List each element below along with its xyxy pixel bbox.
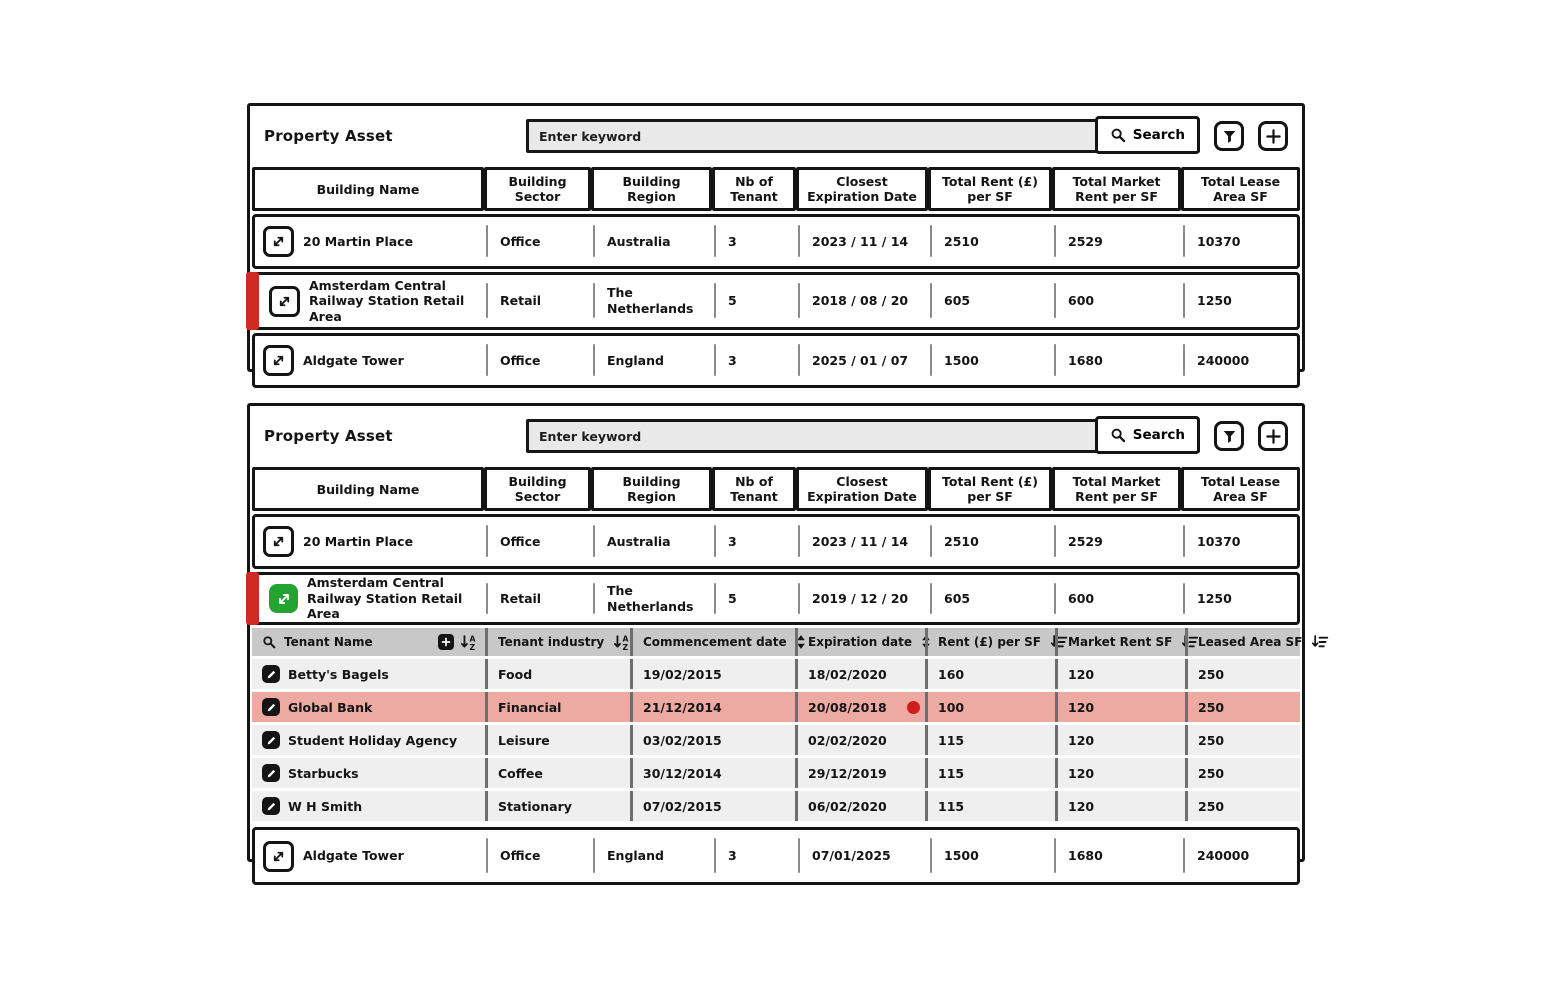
search-icon bbox=[262, 635, 276, 649]
total-lease-area-sf: 240000 bbox=[1184, 336, 1297, 385]
tenant-industry: Financial bbox=[485, 692, 630, 722]
column-header-tenant-name[interactable] bbox=[252, 628, 485, 656]
search-button-label: Search bbox=[1132, 427, 1185, 443]
search-button-label: Search bbox=[1132, 127, 1185, 143]
expiration-date: 02/02/2020 bbox=[795, 725, 925, 755]
tenant-name: Starbucks bbox=[288, 765, 359, 781]
svg-text:Z: Z bbox=[622, 642, 629, 651]
commencement-date: 21/12/2014 bbox=[630, 692, 795, 722]
total-rent-per-sf: 2510 bbox=[931, 217, 1055, 266]
total-market-rent-per-sf: 2529 bbox=[1055, 517, 1184, 566]
building-row-amsterdam[interactable] bbox=[252, 272, 1300, 330]
total-market-rent-per-sf: 1680 bbox=[1055, 830, 1184, 882]
tenant-table-header bbox=[252, 628, 1303, 656]
closest-expiration-date: 2019 / 12 / 20 bbox=[799, 575, 931, 622]
search-button[interactable] bbox=[1095, 116, 1200, 154]
total-lease-area-sf: 240000 bbox=[1184, 830, 1297, 882]
nb-of-tenant: 3 bbox=[715, 336, 799, 385]
total-lease-area-sf: 10370 bbox=[1184, 217, 1297, 266]
expiration-date: 06/02/2020 bbox=[795, 791, 925, 821]
market-rent-sf-label: Market Rent SF bbox=[1068, 635, 1173, 649]
tenant-industry-label: Tenant industry bbox=[498, 635, 605, 649]
nb-of-tenant: 3 bbox=[715, 517, 799, 566]
column-header-building-region: Building Region bbox=[591, 467, 712, 511]
search-box bbox=[526, 119, 1200, 153]
column-header-building-region: Building Region bbox=[591, 167, 712, 211]
column-header-total-lease-area: Total Lease Area SF bbox=[1181, 167, 1300, 211]
tenant-name: Global Bank bbox=[288, 699, 373, 715]
total-market-rent-per-sf: 600 bbox=[1055, 275, 1184, 327]
property-asset-panel-expanded bbox=[247, 403, 1305, 862]
rent-per-sf: 160 bbox=[925, 659, 1055, 689]
leased-area-sf: 250 bbox=[1185, 758, 1300, 788]
expiration-date bbox=[795, 692, 925, 722]
building-table-header bbox=[252, 167, 1300, 211]
expiration-date-value: 20/08/2018 bbox=[808, 699, 887, 715]
total-market-rent-per-sf: 1680 bbox=[1055, 336, 1184, 385]
tenant-industry: Food bbox=[485, 659, 630, 689]
column-header-closest-expiration: Closest Expiration Date bbox=[796, 467, 928, 511]
leased-area-sf: 250 bbox=[1185, 692, 1300, 722]
market-rent-sf: 120 bbox=[1055, 659, 1185, 689]
building-region: Australia bbox=[594, 517, 715, 566]
building-name: 20 Martin Place bbox=[303, 533, 414, 549]
tenant-table bbox=[252, 628, 1303, 821]
building-name: Aldgate Tower bbox=[303, 848, 404, 864]
alert-bar bbox=[246, 272, 259, 330]
alert-bar bbox=[246, 572, 259, 625]
total-rent-per-sf: 605 bbox=[931, 575, 1055, 622]
market-rent-sf: 120 bbox=[1055, 758, 1185, 788]
tenant-name: Student Holiday Agency bbox=[288, 732, 458, 748]
column-header-expiration-date[interactable] bbox=[795, 628, 925, 656]
tenant-row-wh-smith[interactable] bbox=[252, 791, 1300, 821]
building-row-aldgate-tower[interactable] bbox=[252, 333, 1300, 388]
building-name: Aldgate Tower bbox=[303, 352, 404, 368]
column-header-leased-area-sf[interactable] bbox=[1185, 628, 1335, 656]
nb-of-tenant: 5 bbox=[715, 575, 799, 622]
column-header-total-lease-area: Total Lease Area SF bbox=[1181, 467, 1300, 511]
building-sector: Office bbox=[487, 336, 594, 385]
column-header-rent-per-sf[interactable] bbox=[925, 628, 1055, 656]
property-asset-panel-collapsed bbox=[247, 103, 1305, 372]
edit-icon[interactable] bbox=[262, 698, 280, 716]
leased-area-sf: 250 bbox=[1185, 791, 1300, 821]
edit-icon[interactable] bbox=[262, 665, 280, 683]
add-button[interactable] bbox=[1258, 421, 1288, 451]
svg-text:A: A bbox=[622, 634, 629, 644]
search-box bbox=[526, 419, 1200, 453]
sort-amount-icon[interactable] bbox=[1310, 634, 1329, 650]
column-header-closest-expiration: Closest Expiration Date bbox=[796, 167, 928, 211]
commencement-date-label: Commencement date bbox=[643, 635, 787, 649]
tenant-row-bettys-bagels[interactable] bbox=[252, 659, 1300, 689]
building-sector: Office bbox=[487, 830, 594, 882]
filter-icon bbox=[1221, 428, 1238, 445]
closest-expiration-date: 2023 / 11 / 14 bbox=[799, 217, 931, 266]
market-rent-sf: 120 bbox=[1055, 692, 1185, 722]
add-tenant-icon[interactable] bbox=[438, 634, 454, 650]
building-region: Australia bbox=[594, 217, 715, 266]
tenant-name: W H Smith bbox=[288, 798, 363, 814]
column-header-building-sector: Building Sector bbox=[484, 467, 591, 511]
expired-alert-dot bbox=[907, 701, 920, 714]
total-lease-area-sf: 10370 bbox=[1184, 517, 1297, 566]
column-header-total-rent: Total Rent (£) per SF bbox=[928, 167, 1052, 211]
expiration-date: 29/12/2019 bbox=[795, 758, 925, 788]
building-sector: Retail bbox=[487, 575, 594, 622]
page-title: Property Asset bbox=[264, 427, 393, 445]
svg-text:A: A bbox=[469, 634, 476, 644]
total-market-rent-per-sf: 2529 bbox=[1055, 217, 1184, 266]
edit-icon[interactable] bbox=[262, 797, 280, 815]
market-rent-sf: 120 bbox=[1055, 791, 1185, 821]
filter-button[interactable] bbox=[1214, 421, 1244, 451]
search-button[interactable] bbox=[1095, 416, 1200, 454]
tenant-industry: Leisure bbox=[485, 725, 630, 755]
collapse-icon[interactable] bbox=[269, 584, 298, 613]
filter-icon bbox=[1221, 128, 1238, 145]
column-header-building-sector: Building Sector bbox=[484, 167, 591, 211]
building-sector: Office bbox=[487, 517, 594, 566]
total-market-rent-per-sf: 600 bbox=[1055, 575, 1184, 622]
add-icon bbox=[1265, 128, 1282, 145]
column-header-building-name: Building Name bbox=[252, 167, 484, 211]
expiration-date-label: Expiration date bbox=[808, 635, 913, 649]
building-table-header bbox=[252, 467, 1300, 511]
tenant-name-label: Tenant Name bbox=[284, 635, 373, 649]
column-header-nb-of-tenant: Nb of Tenant bbox=[712, 167, 796, 211]
leased-area-sf: 250 bbox=[1185, 659, 1300, 689]
tenant-industry: Stationary bbox=[485, 791, 630, 821]
total-lease-area-sf: 1250 bbox=[1184, 275, 1297, 327]
svg-text:Z: Z bbox=[469, 642, 476, 651]
page-title: Property Asset bbox=[264, 127, 393, 145]
search-icon bbox=[1110, 427, 1126, 443]
market-rent-sf: 120 bbox=[1055, 725, 1185, 755]
building-sector: Retail bbox=[487, 275, 594, 327]
column-header-building-name: Building Name bbox=[252, 467, 484, 511]
expand-icon[interactable] bbox=[269, 286, 300, 317]
building-name: Amsterdam Central Railway Station Retail Area bbox=[309, 277, 465, 324]
column-header-total-rent: Total Rent (£) per SF bbox=[928, 467, 1052, 511]
building-name: 20 Martin Place bbox=[303, 233, 414, 249]
rent-per-sf: 115 bbox=[925, 791, 1055, 821]
building-row-amsterdam-expanded[interactable] bbox=[252, 572, 1300, 625]
expand-icon[interactable] bbox=[263, 526, 294, 557]
total-rent-per-sf: 2510 bbox=[931, 517, 1055, 566]
total-rent-per-sf: 1500 bbox=[931, 336, 1055, 385]
add-button[interactable] bbox=[1258, 121, 1288, 151]
commencement-date: 19/02/2015 bbox=[630, 659, 795, 689]
add-icon bbox=[1265, 428, 1282, 445]
commencement-date: 30/12/2014 bbox=[630, 758, 795, 788]
rent-per-sf-label: Rent (£) per SF bbox=[938, 635, 1041, 649]
tenant-row-student-holiday-agency[interactable] bbox=[252, 725, 1300, 755]
building-sector: Office bbox=[487, 217, 594, 266]
building-row-20-martin-place[interactable] bbox=[252, 214, 1300, 269]
total-rent-per-sf: 605 bbox=[931, 275, 1055, 327]
column-header-total-market-rent: Total Market Rent per SF bbox=[1052, 167, 1181, 211]
expand-icon[interactable] bbox=[263, 226, 294, 257]
closest-expiration-date: 2023 / 11 / 14 bbox=[799, 517, 931, 566]
panel-header bbox=[252, 106, 1300, 166]
leased-area-sf-label: Leased Area SF bbox=[1198, 635, 1303, 649]
nb-of-tenant: 3 bbox=[715, 830, 799, 882]
expand-icon[interactable] bbox=[263, 345, 294, 376]
search-area bbox=[526, 419, 1288, 453]
column-header-nb-of-tenant: Nb of Tenant bbox=[712, 467, 796, 511]
nb-of-tenant: 3 bbox=[715, 217, 799, 266]
building-name: Amsterdam Central Railway Station Retail Area bbox=[307, 575, 463, 622]
building-region: England bbox=[594, 336, 715, 385]
column-header-tenant-industry[interactable] bbox=[485, 628, 630, 656]
building-row-aldgate-tower[interactable] bbox=[252, 827, 1300, 885]
total-rent-per-sf: 1500 bbox=[931, 830, 1055, 882]
closest-expiration-date: 2018 / 08 / 20 bbox=[799, 275, 931, 327]
commencement-date: 07/02/2015 bbox=[630, 791, 795, 821]
edit-icon[interactable] bbox=[262, 731, 280, 749]
building-region: The Netherlands bbox=[594, 575, 715, 622]
column-header-commencement-date[interactable] bbox=[630, 628, 795, 656]
edit-icon[interactable] bbox=[262, 764, 280, 782]
closest-expiration-date: 07/01/2025 bbox=[799, 830, 931, 882]
nb-of-tenant: 5 bbox=[715, 275, 799, 327]
building-region: England bbox=[594, 830, 715, 882]
commencement-date: 03/02/2015 bbox=[630, 725, 795, 755]
filter-button[interactable] bbox=[1214, 121, 1244, 151]
expand-icon[interactable] bbox=[263, 841, 294, 872]
search-icon bbox=[1110, 127, 1126, 143]
tenant-row-starbucks[interactable] bbox=[252, 758, 1300, 788]
total-lease-area-sf: 1250 bbox=[1184, 575, 1297, 622]
tenant-industry: Coffee bbox=[485, 758, 630, 788]
rent-per-sf: 115 bbox=[925, 725, 1055, 755]
column-header-market-rent-sf[interactable] bbox=[1055, 628, 1185, 656]
leased-area-sf: 250 bbox=[1185, 725, 1300, 755]
expiration-date: 18/02/2020 bbox=[795, 659, 925, 689]
rent-per-sf: 115 bbox=[925, 758, 1055, 788]
tenant-row-global-bank-highlighted[interactable] bbox=[252, 692, 1300, 722]
rent-per-sf: 100 bbox=[925, 692, 1055, 722]
closest-expiration-date: 2025 / 01 / 07 bbox=[799, 336, 931, 385]
sort-alpha-icon[interactable] bbox=[459, 634, 479, 651]
building-region: The Netherlands bbox=[594, 275, 715, 327]
tenant-name: Betty's Bagels bbox=[288, 666, 389, 682]
building-row-20-martin-place[interactable] bbox=[252, 514, 1300, 569]
panel-header bbox=[252, 406, 1300, 466]
column-header-total-market-rent: Total Market Rent per SF bbox=[1052, 467, 1181, 511]
search-area bbox=[526, 119, 1288, 153]
